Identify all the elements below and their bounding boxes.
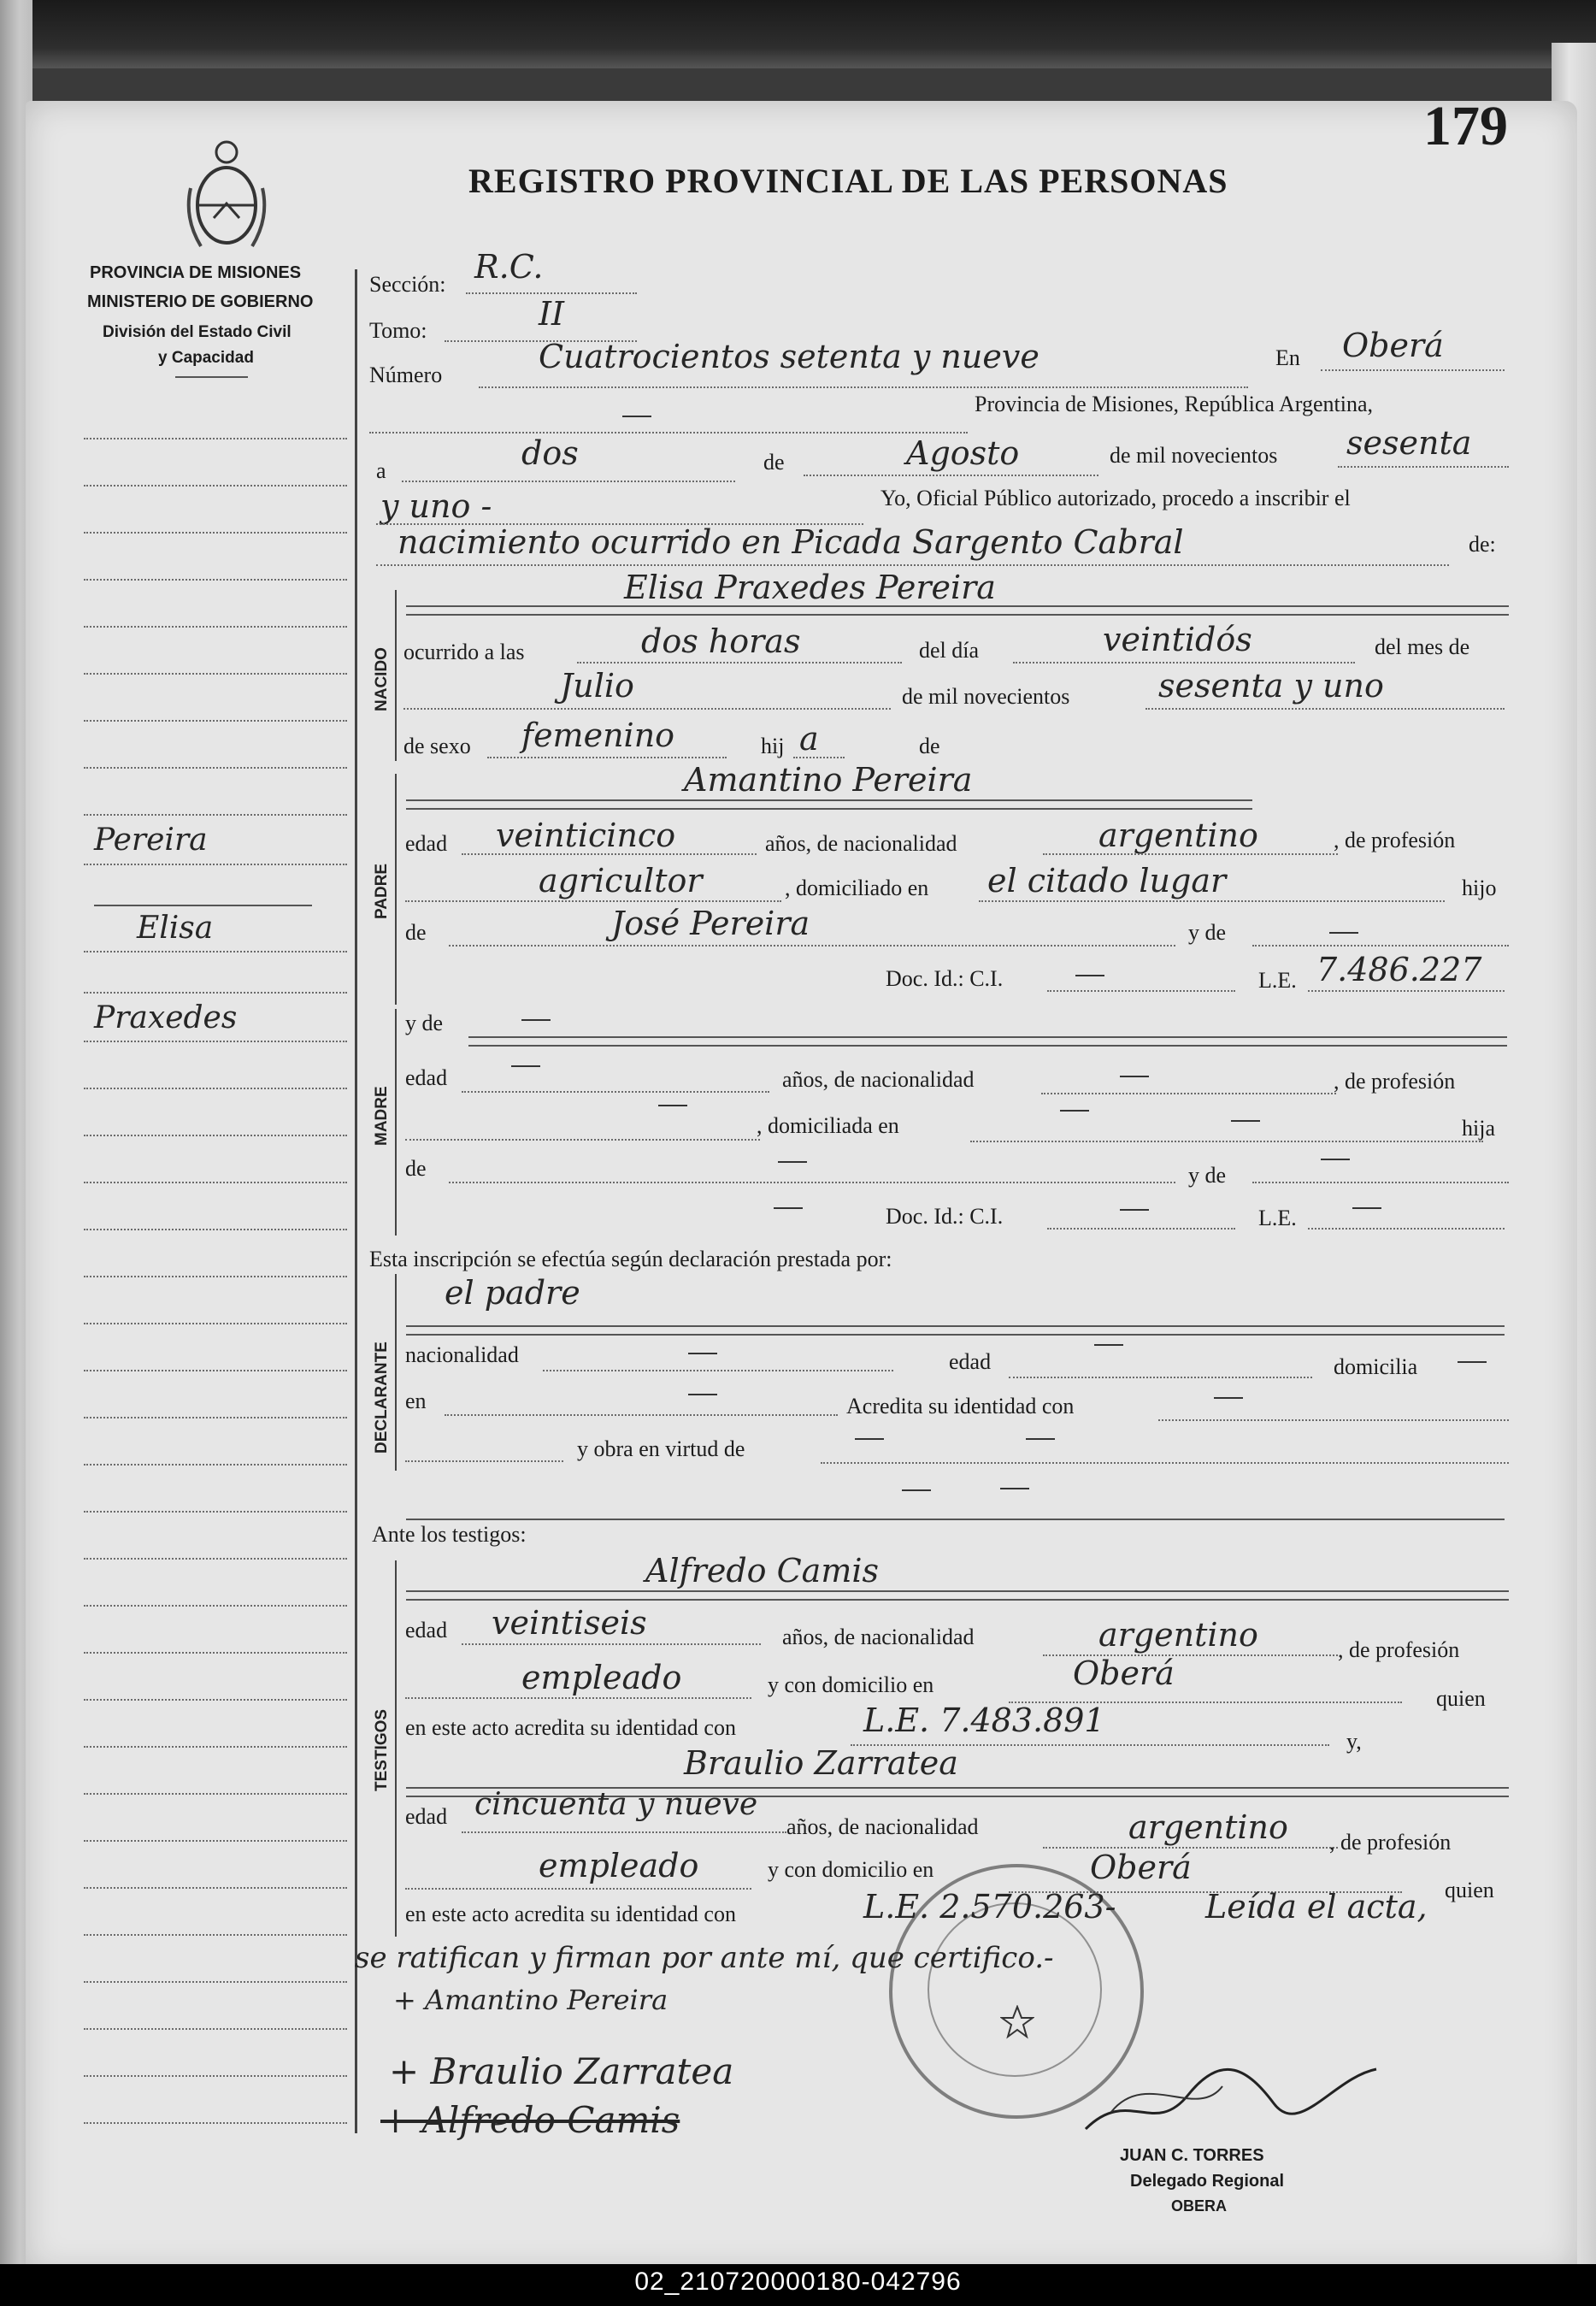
fecha-mes-value: Agosto	[906, 434, 1020, 472]
blank-dash	[1458, 1361, 1487, 1363]
blank-dash	[622, 416, 651, 417]
margin-line	[84, 1652, 347, 1654]
madre-le-line	[1308, 1228, 1505, 1230]
division-line-2: y Capacidad	[158, 349, 254, 367]
margin-line	[84, 1511, 347, 1513]
blank-dash	[1329, 932, 1358, 934]
document-title: REGISTRO PROVINCIAL DE LAS PERSONAS	[468, 162, 1228, 200]
testigo2-edad-value: cincuenta y nueve	[474, 1787, 758, 1822]
blank-dash	[1352, 1207, 1381, 1209]
padre-prof-label: , de profesión	[1334, 828, 1456, 852]
madre-y-de-label: y de	[405, 1011, 444, 1035]
declarante-line	[406, 1325, 1505, 1327]
fecha-dia-value: dos	[521, 434, 579, 472]
padre-ci-line	[1047, 990, 1235, 992]
provincia-line	[369, 432, 968, 433]
padre-prof-line	[405, 900, 781, 902]
de-colon-label: de:	[1469, 532, 1496, 557]
page-number: 179	[1423, 95, 1508, 157]
ministry-heading: MINISTERIO DE GOBIERNO	[87, 292, 314, 311]
testigo1-acredita-label: en este acto acredita su identidad con	[405, 1715, 736, 1740]
fecha-mes-line	[804, 475, 1098, 476]
officer-title: Delegado Regional	[1130, 2172, 1285, 2191]
a-label: a	[376, 458, 386, 483]
padre-edad-line	[462, 853, 757, 855]
signature-padre: + Amantino Pereira	[393, 1984, 668, 2016]
blank-dash	[855, 1438, 884, 1440]
testigos-bracket	[395, 1560, 397, 1937]
margin-line	[84, 1417, 347, 1418]
margin-line	[84, 1793, 347, 1795]
margin-note-name-1: Elisa	[137, 911, 214, 946]
madre-nac-line	[1041, 1093, 1336, 1094]
anio-nacido-line	[1145, 708, 1505, 710]
testigo2-edad-line	[462, 1831, 786, 1833]
numero-line	[479, 386, 1248, 388]
padre-nac-label: años, de nacionalidad	[765, 831, 957, 856]
declarante-obra-line-1	[405, 1460, 563, 1462]
testigo2-doc-value: L.E. 2.570.263-	[863, 1888, 1116, 1926]
blank-dash	[1060, 1110, 1089, 1112]
margin-line	[84, 864, 347, 865]
testigo1-edad-label: edad	[405, 1618, 448, 1643]
declarante-side-label: DECLARANTE	[373, 1342, 391, 1454]
en-value: Oberá	[1342, 327, 1444, 364]
testigo2-quien-label: quien	[1445, 1878, 1494, 1902]
nacido-side-label: NACIDO	[373, 647, 391, 711]
division-underline	[175, 376, 248, 378]
blank-dash	[1000, 1488, 1029, 1489]
sexo-value: femenino	[521, 717, 675, 754]
madre-side-label: MADRE	[373, 1086, 391, 1146]
blank-dash	[1214, 1397, 1243, 1399]
madre-nombre-line	[468, 1036, 1507, 1038]
nacimiento-value: nacimiento ocurrido en Picada Sargento Cabral	[398, 523, 1184, 561]
nombre-line	[406, 605, 1509, 607]
margin-line	[84, 626, 347, 628]
testigo1-dom-value: Oberá	[1073, 1654, 1175, 1692]
margin-line	[84, 1464, 347, 1466]
padre-le-value: 7.486.227	[1316, 951, 1482, 988]
padre-le-label: L.E.	[1258, 968, 1297, 993]
numero-label: Número	[369, 363, 443, 387]
testigo1-dom-label: y con domicilio en	[768, 1672, 934, 1697]
margin-note-surname: Pereira	[94, 823, 208, 858]
sexo-label: de sexo	[403, 734, 471, 758]
en-line	[1321, 369, 1505, 371]
anio-value-1: sesenta	[1346, 424, 1472, 462]
testigo2-nac-value: argentino	[1128, 1808, 1288, 1846]
testigos-intro: Ante los testigos:	[372, 1522, 527, 1547]
testigo1-nombre-line	[406, 1590, 1509, 1592]
margin-line	[84, 1981, 347, 1983]
mil-novecientos-label: de mil novecientos	[1110, 443, 1278, 468]
blank-dash	[774, 1207, 803, 1209]
declarante-domicilia-label: domicilia	[1334, 1354, 1418, 1379]
testigo2-prof-line	[405, 1888, 751, 1890]
blank-dash	[1321, 1159, 1350, 1160]
testigo1-nac-label: años, de nacionalidad	[782, 1625, 975, 1649]
hij-line	[793, 757, 845, 758]
padre-nombre-line	[406, 799, 1252, 801]
margin-line	[84, 673, 347, 675]
margin-line	[84, 1558, 347, 1560]
madre-de-label: de	[405, 1156, 427, 1181]
margin-line	[84, 814, 347, 816]
madre-edad-label: edad	[405, 1065, 448, 1090]
margin-line	[84, 532, 347, 534]
declarante-value: el padre	[445, 1274, 580, 1312]
blank-dash	[1075, 975, 1104, 976]
leida-text: Leída el acta,	[1205, 1888, 1428, 1926]
del-dia-label: del día	[919, 638, 980, 663]
testigo2-nombre-value: Braulio Zarratea	[684, 1744, 958, 1782]
testigo1-edad-value: veintiseis	[492, 1604, 647, 1642]
padre-y-de-label: y de	[1188, 920, 1227, 945]
tomo-value: II	[539, 295, 565, 333]
testigo1-prof-line	[405, 1697, 751, 1699]
oficial-text: Yo, Oficial Público autorizado, procedo a inscribir el	[880, 486, 1351, 510]
declarante-end-line	[406, 1519, 1505, 1520]
margin-line	[84, 1041, 347, 1042]
hora-value: dos horas	[641, 622, 801, 660]
blank-dash	[1120, 1076, 1149, 1077]
padre-bracket	[395, 774, 397, 1005]
declarante-en-line	[445, 1414, 838, 1416]
blank-dash	[1231, 1120, 1260, 1122]
testigo2-edad-label: edad	[405, 1804, 448, 1829]
madre-nac-label: años, de nacionalidad	[782, 1067, 975, 1092]
madre-y-de2-line	[1252, 1182, 1509, 1183]
margin-line	[84, 992, 347, 994]
margin-line	[84, 1370, 347, 1371]
madre-le-label: L.E.	[1258, 1206, 1297, 1230]
declarante-acredita-label: Acredita su identidad con	[846, 1394, 1075, 1418]
signature-testigo2: + Braulio Zarratea	[389, 2050, 734, 2092]
testigo1-y-label: y,	[1346, 1729, 1362, 1754]
madre-prof-line	[405, 1139, 760, 1141]
seccion-label: Sección:	[369, 272, 446, 297]
padre-edad-label: edad	[405, 831, 448, 856]
madre-y-de2-label: y de	[1188, 1163, 1227, 1188]
testigo1-nac-value: argentino	[1098, 1616, 1258, 1654]
declarante-acredita-line	[1158, 1419, 1509, 1421]
division-line-1: División del Estado Civil	[103, 323, 292, 341]
margin-line	[84, 720, 347, 722]
tomo-label: Tomo:	[369, 318, 427, 343]
madre-prof-label: , de profesión	[1334, 1069, 1456, 1094]
margin-line	[84, 1934, 347, 1936]
padre-edad-value: veinticinco	[496, 817, 676, 854]
blank-dash	[521, 1019, 551, 1021]
declarante-obra-line-2	[821, 1462, 1509, 1464]
padre-doc-label: Doc. Id.: C.I.	[886, 966, 1004, 991]
margin-line	[84, 767, 347, 769]
officer-place: OBERA	[1171, 2197, 1228, 2215]
testigo2-dom-label: y con domicilio en	[768, 1857, 934, 1882]
coat-of-arms-icon	[184, 137, 269, 265]
declarante-intro: Esta inscripción se efectúa según declaración prestada por:	[369, 1247, 892, 1271]
en-label: En	[1275, 345, 1300, 370]
madre-dom-label: , domiciliada en	[757, 1113, 899, 1138]
blank-dash	[511, 1065, 540, 1067]
declarante-nac-line	[543, 1370, 893, 1371]
ratifican-text: se ratifican y firman por ante mí, que certifico.-	[355, 1941, 1054, 1975]
blank-dash	[902, 1489, 931, 1491]
padre-de-value: José Pereira	[611, 905, 810, 942]
hij-value: a	[799, 720, 819, 758]
mil-novecientos-label-2: de mil novecientos	[902, 684, 1070, 709]
hij-de-label: de	[919, 734, 940, 758]
provincia-text: Provincia de Misiones, República Argentina,	[975, 392, 1373, 416]
padre-dom-label: , domiciliado en	[785, 876, 929, 900]
margin-line	[84, 485, 347, 487]
padre-prof-value: agricultor	[539, 862, 703, 899]
signature-testigo1: + Alfredo Camis	[380, 2099, 680, 2141]
padre-y-de-line	[1252, 945, 1509, 947]
margin-line	[84, 1182, 347, 1183]
madre-nombre-line-2	[468, 1045, 1507, 1047]
numero-value: Cuatrocientos setenta y nueve	[539, 338, 1039, 375]
madre-hija-label: hija	[1462, 1116, 1495, 1141]
declarante-nac-label: nacionalidad	[405, 1342, 519, 1367]
madre-de-line	[449, 1182, 1175, 1183]
del-mes-label: del mes de	[1375, 634, 1470, 659]
madre-ci-line	[1047, 1228, 1235, 1230]
declarante-en-label: en	[405, 1389, 427, 1413]
blank-dash	[1094, 1344, 1123, 1346]
margin-line	[84, 438, 347, 439]
testigo1-nombre-value: Alfredo Camis	[645, 1552, 880, 1589]
declarante-obra-label: y obra en virtud de	[577, 1436, 745, 1461]
de-label: de	[763, 450, 785, 475]
officer-name: JUAN C. TORRES	[1120, 2146, 1264, 2165]
padre-nac-value: argentino	[1098, 817, 1258, 854]
anio-value-2: y uno -	[380, 487, 492, 525]
blank-dash	[688, 1353, 717, 1354]
padre-hijo-label: hijo	[1462, 876, 1497, 900]
scan-top-band	[0, 0, 1596, 68]
testigo1-nombre-line-2	[406, 1599, 1509, 1601]
madre-doc-label: Doc. Id.: C.I.	[886, 1204, 1004, 1229]
province-heading: PROVINCIA DE MISIONES	[90, 263, 302, 282]
blank-dash	[658, 1105, 687, 1106]
mes-nacido-line	[403, 708, 891, 710]
margin-line	[84, 2075, 347, 2077]
margin-line	[84, 2122, 347, 2124]
declarante-edad-label: edad	[949, 1349, 992, 1374]
sexo-line	[487, 757, 727, 758]
padre-le-line	[1308, 990, 1505, 992]
hora-line	[577, 662, 902, 663]
margin-line	[84, 579, 347, 581]
margin-line	[84, 1276, 347, 1277]
margin-line	[84, 1323, 347, 1324]
testigo1-prof-label: , de profesión	[1338, 1637, 1460, 1662]
padre-dom-line	[979, 900, 1445, 902]
testigo1-prof-value: empleado	[521, 1659, 682, 1696]
testigo1-edad-line	[462, 1643, 761, 1645]
madre-edad-line	[462, 1091, 769, 1093]
margin-line	[84, 1887, 347, 1889]
padre-de-line	[449, 945, 1175, 947]
padre-nombre-line-2	[406, 808, 1252, 810]
margin-line	[84, 1605, 347, 1607]
officer-signature	[1077, 2052, 1385, 2146]
madre-dom-line	[970, 1141, 1483, 1142]
testigos-side-label: TESTIGOS	[373, 1708, 391, 1791]
margin-line	[84, 1746, 347, 1748]
nombre-nacido-value: Elisa Praxedes Pereira	[624, 569, 996, 606]
nacido-bracket	[395, 590, 397, 761]
margin-line	[84, 1135, 347, 1136]
testigo1-doc-value: L.E. 7.483.891	[863, 1701, 1105, 1739]
padre-nac-line	[1043, 853, 1338, 855]
madre-bracket	[395, 1009, 397, 1236]
fecha-dia-line	[402, 481, 735, 482]
declarante-line-2	[406, 1334, 1505, 1336]
anio-line-1	[1338, 466, 1509, 468]
blank-dash	[778, 1161, 807, 1163]
dia-nacido-line	[1013, 662, 1355, 663]
seccion-value: R.C.	[474, 248, 544, 286]
margin-line	[84, 1840, 347, 1842]
dia-nacido-value: veintidós	[1103, 621, 1252, 658]
margin-line	[94, 905, 312, 906]
nombre-line-2	[406, 614, 1509, 616]
testigo1-quien-label: quien	[1436, 1686, 1486, 1711]
blank-dash	[1120, 1209, 1149, 1211]
padre-side-label: PADRE	[373, 863, 391, 919]
padre-nombre-value: Amantino Pereira	[684, 761, 973, 799]
declarante-edad-line	[1009, 1377, 1312, 1378]
seal-star-icon	[1000, 2005, 1034, 2039]
margin-line	[84, 1229, 347, 1230]
testigo2-prof-label: , de profesión	[1329, 1830, 1452, 1855]
testigo2-prof-value: empleado	[539, 1847, 699, 1884]
anio-nacido-value: sesenta y uno	[1158, 667, 1384, 705]
margin-separator	[355, 269, 357, 2133]
blank-dash	[688, 1394, 717, 1395]
declarante-bracket	[395, 1274, 397, 1471]
margin-line	[84, 951, 347, 952]
margin-line	[84, 1699, 347, 1701]
margin-line	[84, 2028, 347, 2030]
testigo2-nac-label: años, de nacionalidad	[786, 1814, 979, 1839]
margin-line	[84, 1088, 347, 1089]
footer-filename: 02_210720000180-042796	[634, 2268, 962, 2296]
padre-dom-value: el citado lugar	[987, 862, 1227, 899]
margin-note-name-2: Praxedes	[94, 1000, 238, 1035]
padre-de-label: de	[405, 920, 427, 945]
official-seal-inner	[928, 1902, 1102, 2077]
nacimiento-line	[376, 564, 1449, 566]
seccion-line	[466, 292, 637, 294]
hij-label: hij	[761, 734, 785, 758]
mes-nacido-value: Julio	[560, 667, 634, 705]
ocurrido-label: ocurrido a las	[403, 640, 525, 664]
testigo2-acredita-label: en este acto acredita su identidad con	[405, 1902, 736, 1926]
testigo2-dom-value: Oberá	[1090, 1849, 1192, 1886]
blank-dash	[1026, 1438, 1055, 1440]
